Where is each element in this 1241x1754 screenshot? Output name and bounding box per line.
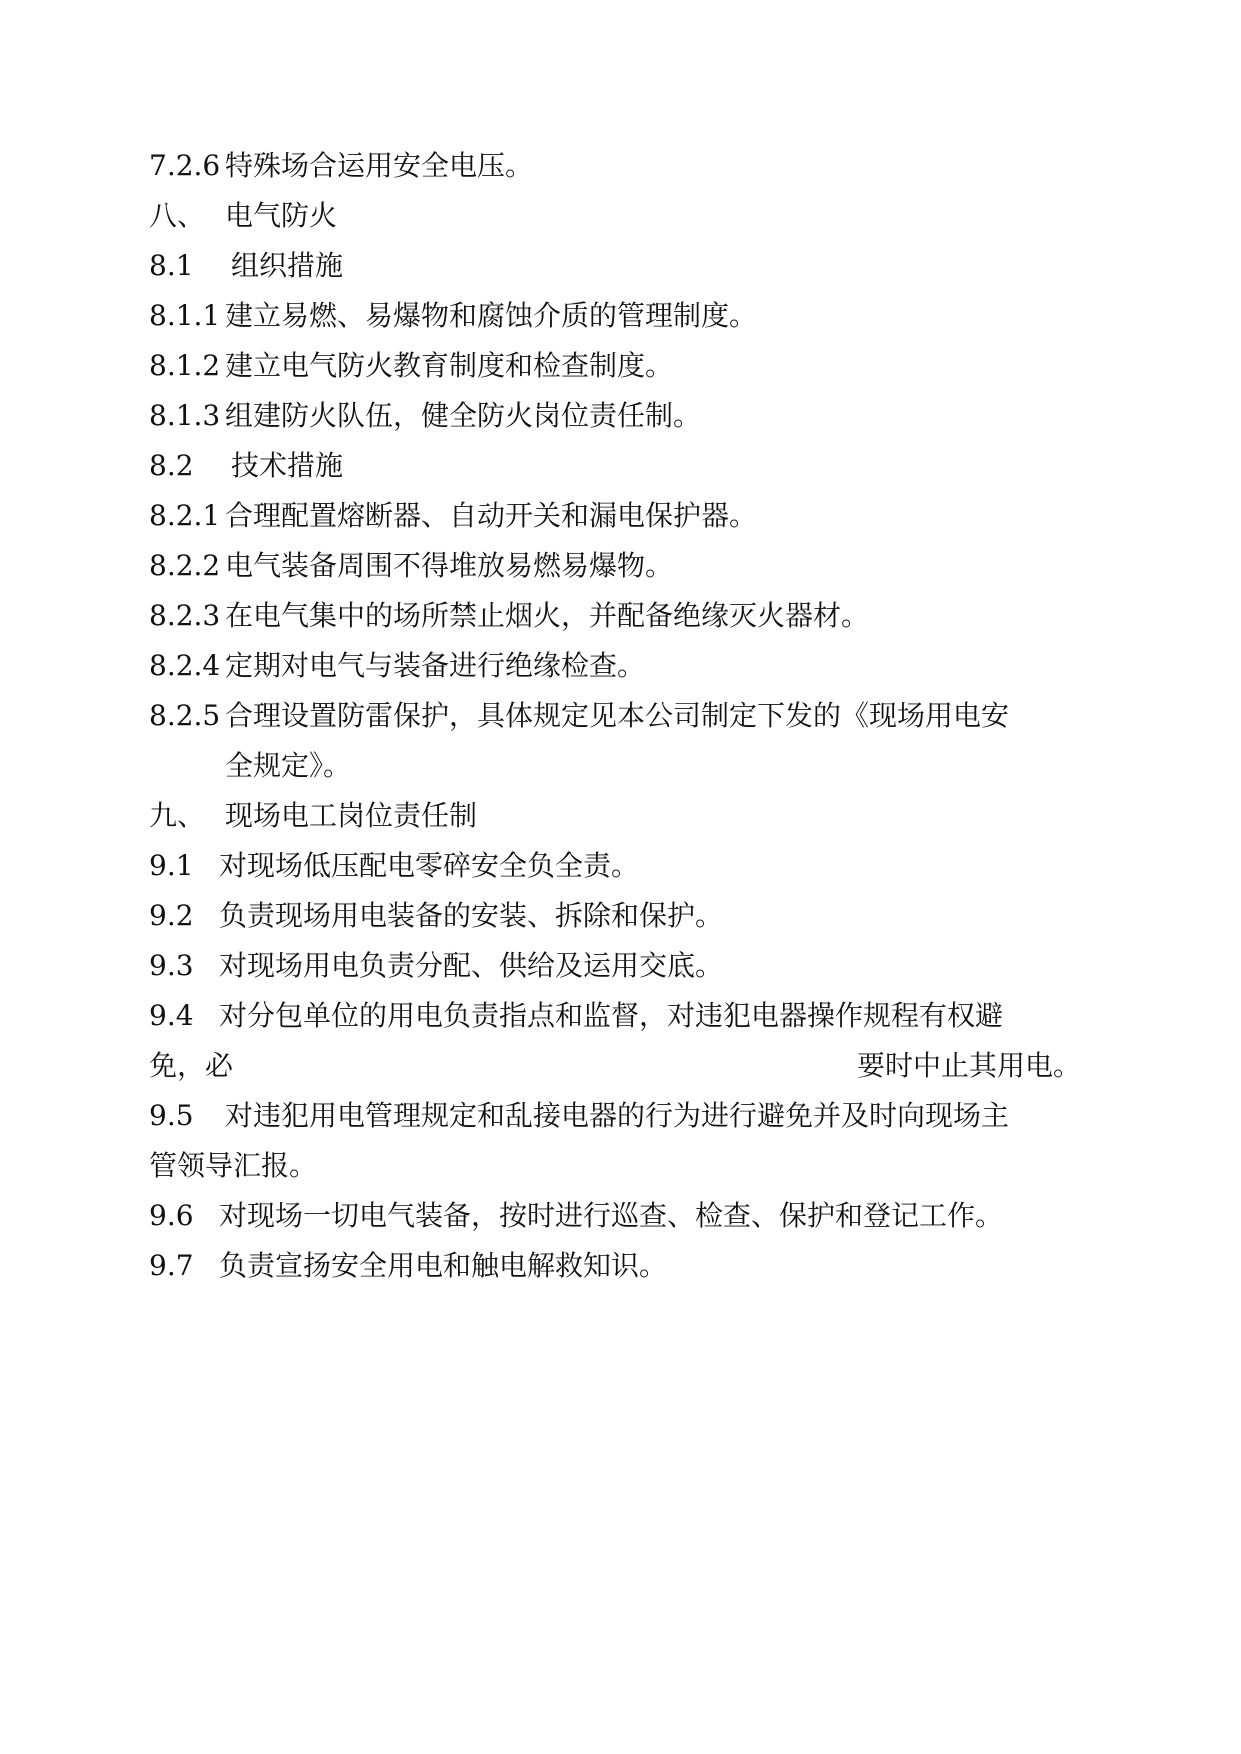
item-text: 合理设置防雷保护，具体规定见本公司制定下发的《现场用电安 (225, 699, 1010, 732)
item-number: 8.1.3 (149, 399, 221, 432)
item-number: 8.2.3 (149, 599, 221, 632)
item-number: 8.1 (149, 249, 194, 282)
item-number: 8.2.2 (149, 549, 221, 582)
item-text-start: 免，必 (149, 1049, 234, 1082)
item-text: 电气装备周围不得堆放易燃易爆物。 (225, 549, 674, 582)
item-text: 组织措施 (231, 249, 344, 282)
item-number: 7.2.6 (149, 149, 221, 182)
item-text: 对现场用电负责分配、供给及运用交底。 (219, 949, 724, 982)
item-number: 9.3 (149, 949, 194, 982)
item-number: 9.2 (149, 899, 194, 932)
item-text: 对违犯用电管理规定和乱接电器的行为进行避免并及时向现场主 (225, 1099, 1010, 1132)
item-text: 负责现场用电装备的安装、拆除和保护。 (219, 899, 724, 932)
item-text: 管领导汇报。 (149, 1149, 318, 1182)
item-text: 全规定》。 (225, 749, 352, 782)
item-number: 8.2 (149, 449, 194, 482)
item-text: 定期对电气与装备进行绝缘检查。 (225, 649, 646, 682)
item-number: 9.4 (149, 999, 194, 1032)
section-number: 八、 (149, 199, 206, 232)
item-number: 9.1 (149, 849, 194, 882)
item-number: 9.6 (149, 1199, 194, 1232)
item-text: 建立易燃、易爆物和腐蚀介质的管理制度。 (225, 299, 758, 332)
item-text: 技术措施 (231, 449, 344, 482)
item-text: 对现场低压配电零碎安全负全责。 (219, 849, 640, 882)
item-text: 对分包单位的用电负责指点和监督，对违犯电器操作规程有权避 (219, 999, 1004, 1032)
item-number: 8.2.4 (149, 649, 221, 682)
item-text: 在电气集中的场所禁止烟火，并配备绝缘灭火器材。 (225, 599, 870, 632)
section-title: 电气防火 (225, 199, 338, 232)
item-text-end: 要时中止其用电。 (857, 1049, 1082, 1082)
section-title: 现场电工岗位责任制 (225, 799, 478, 832)
item-text: 对现场一切电气装备，按时进行巡查、检查、保护和登记工作。 (219, 1199, 1004, 1232)
item-text: 组建防火队伍，健全防火岗位责任制。 (225, 399, 702, 432)
section-number: 九、 (149, 799, 206, 832)
item-text: 合理配置熔断器、自动开关和漏电保护器。 (225, 499, 758, 532)
item-number: 8.2.5 (149, 699, 221, 732)
item-number: 9.7 (149, 1249, 194, 1282)
item-number: 9.5 (149, 1099, 194, 1132)
item-text: 负责宣扬安全用电和触电解救知识。 (219, 1249, 668, 1282)
item-text: 特殊场合运用安全电压。 (225, 149, 534, 182)
item-number: 8.1.2 (149, 349, 221, 382)
item-number: 8.2.1 (149, 499, 221, 532)
item-number: 8.1.1 (149, 299, 221, 332)
item-text: 建立电气防火教育制度和检查制度。 (225, 349, 674, 382)
